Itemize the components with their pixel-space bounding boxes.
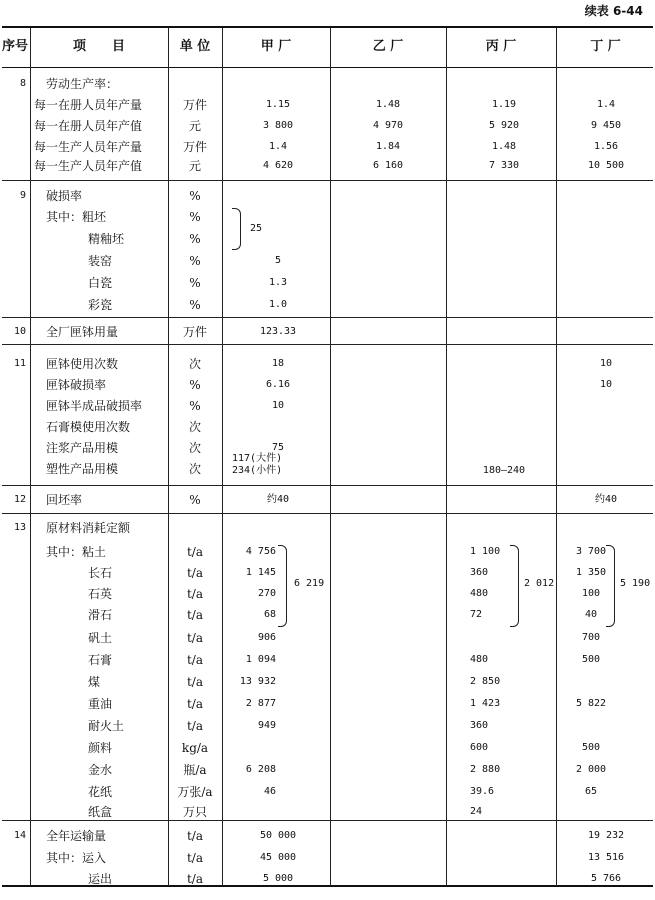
plant-a-value: 1 094 — [245, 654, 276, 665]
item-label: 滑石 — [88, 608, 113, 622]
row-index: 14 — [13, 830, 26, 841]
unit-cell: t/a — [186, 719, 204, 733]
plant-c-value: 5 920 — [488, 120, 520, 131]
unit-cell: % — [189, 210, 201, 224]
item-label: 原材料消耗定额 — [46, 521, 131, 535]
plant-d-value: 9 450 — [590, 120, 622, 131]
group-divider — [2, 485, 653, 486]
item-label: 耐火土 — [88, 719, 125, 733]
plant-c-value: 2 850 — [470, 676, 501, 687]
group-divider — [2, 317, 653, 318]
column-divider — [330, 28, 331, 886]
plant-a-value: 1.0 — [268, 299, 288, 310]
item-label: 花纸 — [88, 785, 113, 799]
item-label: 石膏 — [88, 653, 113, 667]
item-label: 劳动生产率： — [46, 77, 119, 91]
plant-a-value: 46 — [263, 786, 276, 797]
unit-cell: 万只 — [182, 805, 207, 819]
plant-a-value: 1.3 — [268, 277, 288, 288]
unit-cell: t/a — [186, 608, 204, 622]
plant-c-value: 2 880 — [470, 764, 501, 775]
unit-cell: 万张/a — [177, 785, 213, 799]
plant-a-value: 5 — [274, 255, 282, 266]
header-index: 序号 — [1, 39, 28, 54]
plant-c-value: 1 423 — [470, 698, 501, 709]
column-divider — [556, 28, 557, 886]
plant-c-value: 600 — [470, 742, 489, 753]
item-label: 全厂匣钵用量 — [46, 325, 119, 339]
plant-c-value: 39.6 — [470, 786, 495, 797]
plant-a-value: 906 — [257, 632, 276, 643]
plant-a-value: 4 756 — [245, 546, 276, 557]
raw-d-total: 5 190 — [620, 578, 651, 589]
header-item: 项 目 — [72, 39, 125, 54]
item-label: 装窑 — [88, 254, 113, 268]
plant-a-value: 123.33 — [259, 326, 297, 337]
plant-d-value: 100 — [581, 588, 601, 599]
item-label: 颜料 — [88, 741, 113, 755]
header-plant-b: 乙 厂 — [372, 39, 404, 54]
plant-c-value: 480 — [470, 588, 489, 599]
item-label: 每一在册人员年产量 — [34, 98, 143, 112]
item-label: 全年运输量 — [46, 829, 107, 843]
plant-a-value: 50 000 — [259, 830, 297, 841]
breakage-group-brace — [232, 208, 241, 250]
item-label: 重油 — [88, 697, 113, 711]
breakage-combined-value: 25 — [250, 223, 263, 234]
item-label: 彩瓷 — [88, 298, 113, 312]
plant-a-value: 1.4 — [268, 141, 288, 152]
plant-a-value: 5 000 — [262, 873, 294, 884]
unit-cell: 瓶/a — [183, 763, 207, 777]
group-divider — [2, 820, 653, 821]
row-index: 13 — [13, 522, 26, 533]
column-divider — [446, 28, 447, 886]
unit-cell: t/a — [186, 653, 204, 667]
unit-cell: t/a — [186, 587, 204, 601]
unit-cell: 次 — [188, 357, 201, 371]
raw-a-total: 6 219 — [294, 578, 325, 589]
plant-c-value: 180—240 — [482, 465, 526, 476]
plant-c-value: 1.19 — [491, 99, 517, 110]
group-divider — [2, 344, 653, 345]
item-label: 精釉坯 — [88, 232, 125, 246]
plant-c-value: 7 330 — [488, 160, 520, 171]
unit-cell: t/a — [186, 829, 204, 843]
plant-d-value: 10 500 — [587, 160, 625, 171]
unit-cell: % — [189, 189, 201, 203]
column-divider — [168, 28, 169, 886]
unit-cell: 次 — [188, 420, 201, 434]
plant-d-value: 2 000 — [575, 764, 607, 775]
item-label: 金水 — [88, 763, 113, 777]
plant-a-value: 3 800 — [262, 120, 294, 131]
row-index: 10 — [13, 326, 26, 337]
plant-b-value: 1.84 — [375, 141, 401, 152]
column-divider — [30, 28, 31, 886]
plant-a-value: 117(大件) — [232, 453, 283, 464]
unit-cell: t/a — [186, 697, 204, 711]
plant-d-value: 5 822 — [575, 698, 607, 709]
plant-d-value: 700 — [581, 632, 601, 643]
plant-d-value: 1.56 — [593, 141, 619, 152]
item-label: 矾土 — [88, 631, 113, 645]
row-index: 11 — [13, 358, 26, 369]
header-plant-d: 丁 厂 — [590, 39, 621, 54]
unit-cell: % — [189, 493, 201, 507]
plant-a-value: 234(小件) — [232, 465, 283, 476]
plant-d-value: 500 — [581, 654, 601, 665]
plant-d-value: 1 350 — [575, 567, 607, 578]
raw-c-group-brace — [510, 545, 519, 627]
raw-a-group-brace — [278, 545, 287, 627]
plant-c-value: 360 — [470, 567, 489, 578]
plant-d-value: 1.4 — [596, 99, 616, 110]
plant-d-value: 40 — [584, 609, 598, 620]
item-label: 回坯率 — [46, 493, 83, 507]
plant-a-value: 13 932 — [239, 676, 276, 687]
plant-a-value: 2 877 — [245, 698, 276, 709]
plant-a-value: 75 — [271, 442, 285, 453]
plant-a-value: 6 208 — [245, 764, 276, 775]
plant-c-value: 1.48 — [491, 141, 517, 152]
item-label: 煤 — [88, 675, 101, 689]
header-plant-a: 甲 厂 — [260, 39, 292, 54]
plant-d-value: 5 766 — [590, 873, 622, 884]
plant-c-value: 480 — [470, 654, 489, 665]
plant-a-value: 10 — [271, 400, 285, 411]
header-plant-c: 丙 厂 — [485, 39, 517, 54]
unit-cell: 万件 — [182, 325, 207, 339]
row-index: 12 — [13, 494, 26, 505]
plant-d-value: 3 700 — [575, 546, 607, 557]
plant-d-value: 13 516 — [587, 852, 625, 863]
item-label: 白瓷 — [88, 276, 113, 290]
unit-cell: 元 — [188, 119, 201, 133]
unit-cell: t/a — [186, 545, 204, 559]
plant-d-value: 500 — [581, 742, 601, 753]
item-label: 其中：粘土 — [46, 545, 107, 559]
unit-cell: t/a — [186, 675, 204, 689]
item-label: 每一在册人员年产值 — [34, 119, 143, 133]
unit-cell: 次 — [188, 462, 201, 476]
table-caption: 续表 6-44 — [584, 4, 643, 18]
column-divider — [222, 28, 223, 886]
unit-cell: % — [189, 298, 201, 312]
item-label: 破损率 — [46, 189, 83, 203]
item-label: 其中：粗坯 — [46, 210, 107, 224]
plant-a-value: 45 000 — [259, 852, 297, 863]
plant-b-value: 1.48 — [375, 99, 401, 110]
item-label: 石膏模使用次数 — [46, 420, 131, 434]
plant-b-value: 6 160 — [372, 160, 404, 171]
group-divider — [2, 513, 653, 514]
unit-cell: kg/a — [181, 741, 209, 755]
item-label: 运出 — [88, 872, 113, 886]
item-label: 每一生产人员年产值 — [34, 159, 143, 173]
plant-a-value: 68 — [263, 609, 276, 620]
item-label: 匣钵使用次数 — [46, 357, 119, 371]
item-label: 注浆产品用模 — [46, 441, 119, 455]
unit-cell: % — [189, 378, 201, 392]
unit-cell: % — [189, 399, 201, 413]
plant-a-value: 1.15 — [265, 99, 291, 110]
unit-cell: 次 — [188, 441, 201, 455]
unit-cell: % — [189, 232, 201, 246]
item-label: 匣钵半成品破损率 — [46, 399, 143, 413]
item-label: 石英 — [88, 587, 113, 601]
plant-b-value: 4 970 — [372, 120, 404, 131]
raw-c-total: 2 012 — [524, 578, 555, 589]
unit-cell: t/a — [186, 851, 204, 865]
plant-c-value: 72 — [470, 609, 483, 620]
item-label: 纸盒 — [88, 805, 113, 819]
plant-d-value: 约40 — [594, 494, 618, 505]
group-divider — [2, 180, 653, 181]
plant-a-value: 约40 — [266, 494, 290, 505]
unit-cell: 元 — [188, 159, 201, 173]
plant-a-value: 18 — [271, 358, 285, 369]
plant-c-value: 1 100 — [470, 546, 501, 557]
plant-a-value: 270 — [257, 588, 276, 599]
plant-d-value: 10 — [599, 379, 613, 390]
raw-d-group-brace — [606, 545, 615, 627]
unit-cell: % — [189, 254, 201, 268]
item-label: 长石 — [88, 566, 113, 580]
plant-d-value: 19 232 — [587, 830, 625, 841]
item-label: 匣钵破损率 — [46, 378, 107, 392]
unit-cell: 万件 — [182, 98, 207, 112]
plant-c-value: 360 — [470, 720, 489, 731]
header-unit: 单 位 — [179, 39, 211, 54]
unit-cell: t/a — [186, 872, 204, 886]
plant-a-value: 1 145 — [245, 567, 276, 578]
plant-a-value: 949 — [257, 720, 276, 731]
unit-cell: % — [189, 276, 201, 290]
unit-cell: t/a — [186, 566, 204, 580]
plant-a-value: 4 620 — [262, 160, 294, 171]
unit-cell: t/a — [186, 631, 204, 645]
plant-d-value: 65 — [584, 786, 598, 797]
item-label: 每一生产人员年产量 — [34, 140, 143, 154]
row-index: 9 — [19, 190, 26, 201]
row-index: 8 — [19, 78, 26, 89]
plant-a-value: 6.16 — [265, 379, 291, 390]
plant-c-value: 24 — [470, 806, 483, 817]
item-label: 其中：运入 — [46, 851, 107, 865]
item-label: 塑性产品用模 — [46, 462, 119, 476]
unit-cell: 万件 — [182, 140, 207, 154]
plant-d-value: 10 — [599, 358, 613, 369]
